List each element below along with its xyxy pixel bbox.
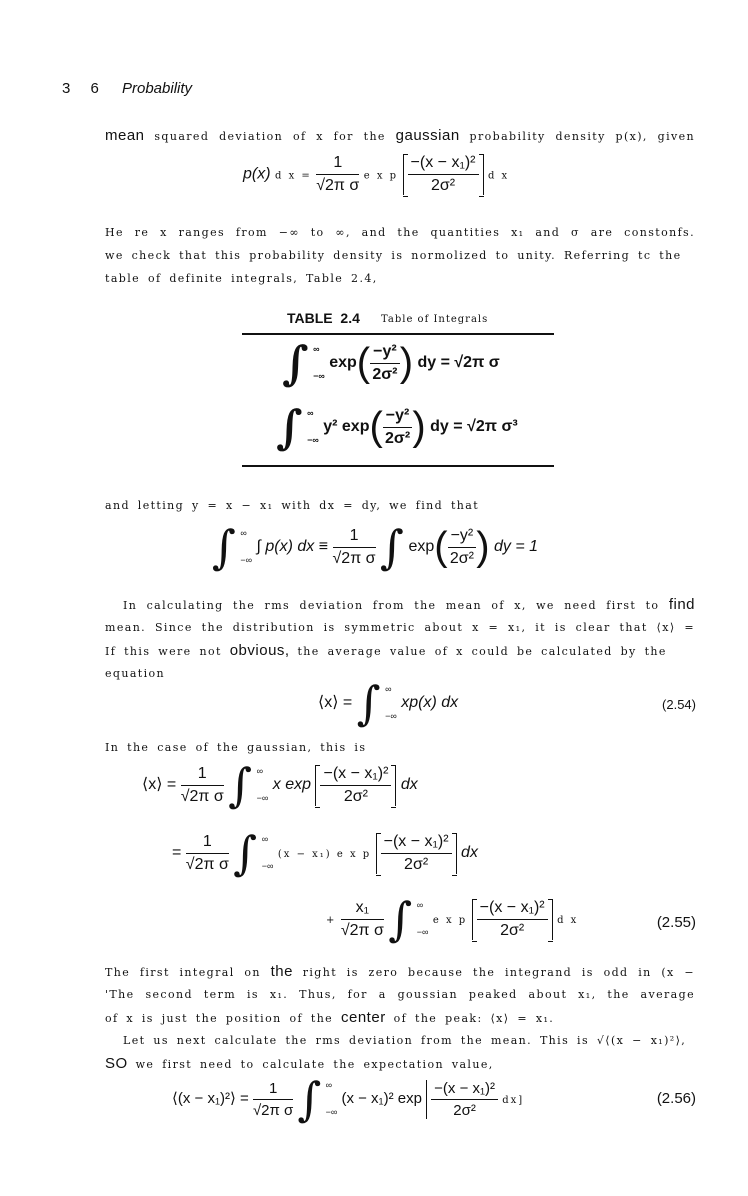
intro-end: probability density p(x), given — [469, 130, 695, 143]
equation-normalization: ∫ ∞ −∞ ∫ p(x) dx ≡ $\frac{1}{\text{√2π σ}}$ ∫ exp( $\frac{\text{−y²}}{\text{2σ²}}$ ) dy = 1 — [212, 520, 539, 574]
mean-line-3a: If this were not — [105, 645, 222, 658]
subst-line: and letting y = x − x₁ with dx = dy, we find that — [105, 499, 480, 512]
table-top-rule — [242, 333, 554, 335]
gauss-case-line: In the case of the gaussian, this is — [105, 741, 367, 754]
eq255-l3-plus: + — [326, 915, 337, 927]
intro-text: squared deviation of x for the — [154, 130, 386, 143]
lead-word: mean — [105, 127, 145, 144]
paragraph-substitution — [105, 494, 695, 517]
table-label: TABLE 2.4 — [287, 310, 360, 326]
norm-den: √2π σ — [332, 549, 376, 567]
eq255-l3-bnum: −(x − x₁)² — [477, 899, 548, 920]
mean-line-2: mean. Since the distribution is symmetric about x = x₁, it is clear that ⟨x⟩ = — [105, 621, 695, 634]
keyword-find: find — [668, 596, 695, 613]
eq255-num: 1 — [181, 765, 224, 786]
paragraph-normalization — [105, 221, 695, 290]
row2-rhs: dy = √2π σ³ — [430, 418, 518, 436]
density-dx: d x = — [275, 170, 312, 182]
density-exp: e x p — [363, 170, 399, 182]
upper-limit: ∞ — [256, 766, 264, 776]
lower-limit: −∞ — [261, 861, 274, 871]
eq255-l2-den: √2π σ — [185, 855, 229, 873]
eq256-den: √2π σ — [252, 1101, 294, 1119]
lower-limit: −∞ — [416, 927, 429, 937]
table-bottom-rule — [242, 465, 554, 467]
integral-sign-icon: ∫ — [233, 826, 258, 880]
integral-sign-icon: ∫ — [380, 520, 404, 574]
mean-line-3b: the average value of x could be calculated by the — [297, 645, 667, 658]
density-bracket-num: −(x − x₁)² — [408, 154, 479, 175]
result-line-3b: of the peak: ⟨x⟩ = x₁. — [393, 1012, 555, 1025]
integral-sign-icon: ∫ — [212, 520, 236, 574]
eq255-l2-bnum: −(x − x₁)² — [381, 833, 452, 854]
result-line-3a: of x is just the position of the — [105, 1012, 334, 1025]
eq255-l1-dx: dx — [400, 776, 418, 794]
equation-number-2-55: (2.55) — [656, 914, 696, 931]
eq255-bden: 2σ² — [343, 787, 369, 805]
table-caption: Table of Integrals — [381, 314, 489, 325]
paragraph-intro — [105, 124, 695, 147]
eq255-l1-integrand: x exp — [272, 776, 312, 794]
paragraph-mean — [105, 593, 695, 685]
lower-limit: −∞ — [313, 371, 325, 381]
row2-den: 2σ² — [385, 429, 411, 447]
row1-num: −y² — [370, 343, 400, 364]
table-row-1: ∫ ∞ −∞ exp( $\frac{\text{−y²}}{\text{2σ²}}$ ) dy = √2π σ — [282, 336, 500, 390]
lower-limit: −∞ — [256, 793, 269, 803]
eq254-integrand: xp(x) dx — [401, 694, 459, 712]
eq255-bnum: −(x − x₁)² — [320, 765, 391, 786]
equation-2-55-line-2 — [172, 826, 478, 880]
table-row-2: ∫ ∞ −∞ y² exp( $\frac{\text{−y²}}{\text{2σ²}}$ ) dy = √2π σ³ — [276, 400, 518, 454]
result-line-2: 'The second term is x₁. Thus, for a goussian peaked about x₁, the average — [105, 988, 695, 1001]
mean-line-4: equation — [105, 667, 166, 680]
norm-rhs: dy = 1 — [494, 538, 539, 556]
norm-pnum: −y² — [448, 527, 477, 548]
eq255-l3-num: x₁ — [341, 899, 384, 920]
integral-sign-icon: ∫ — [276, 400, 303, 454]
eq256-integrand: (x − x₁)² exp — [341, 1089, 422, 1107]
eq255-l3-integrand: e x p — [432, 915, 468, 927]
upper-limit: ∞ — [307, 408, 314, 418]
norm-line-2: we check that this probability density is normolized to unity. Referring tc the — [105, 249, 682, 262]
norm-num: 1 — [333, 527, 376, 548]
equation-2-54 — [318, 676, 459, 730]
density-bracket — [403, 154, 484, 195]
row1-rhs: dy = √2π σ — [417, 354, 500, 372]
equation-2-55-line-1 — [142, 758, 418, 812]
paragraph-result — [105, 960, 695, 1075]
equation-number-2-54: (2.54) — [662, 697, 696, 712]
lower-limit: −∞ — [385, 711, 397, 721]
result-line-1b: right is zero because the integrand is odd in (x − — [302, 966, 695, 979]
equation-density — [243, 154, 509, 195]
density-lhs: p(x) — [243, 165, 271, 183]
eq255-l2-dx: dx — [461, 844, 478, 862]
eq255-lhs: ⟨x⟩ = — [142, 776, 177, 794]
result-line-4: Let us next calculate the rms deviation from the mean. This is √⟨(x − x₁)²⟩, — [123, 1034, 687, 1047]
row1-den: 2σ² — [372, 365, 398, 383]
eq255-l2-integrand: (x − x₁) e x p — [277, 849, 372, 861]
equation-2-56 — [172, 1072, 525, 1126]
upper-limit: ∞ — [313, 344, 320, 354]
eq256-lhs: ⟨(x − x₁)²⟩ = — [172, 1089, 249, 1107]
keyword-gaussian: gaussian — [395, 127, 460, 144]
integral-sign-icon: ∫ — [228, 758, 253, 812]
upper-limit: ∞ — [385, 684, 392, 694]
integral-sign-icon: ∫ — [282, 336, 309, 390]
density-bracket-den: 2σ² — [430, 177, 456, 194]
eq255-l3-den: √2π σ — [340, 921, 384, 939]
eq256-num: 1 — [253, 1080, 293, 1100]
integral-sign-icon: ∫ — [388, 892, 413, 946]
density-dx2: d x — [487, 170, 510, 182]
eq255-l2-eq: = — [172, 844, 182, 862]
row2-integrand: y² exp — [323, 418, 370, 436]
row2-num: −y² — [383, 407, 413, 428]
lower-limit: −∞ — [307, 435, 319, 445]
lower-limit: −∞ — [325, 1107, 338, 1117]
eq256-bden: 2σ² — [453, 1101, 476, 1119]
eq255-den: √2π σ — [180, 787, 224, 805]
integral-sign-icon: ∫ — [297, 1072, 322, 1126]
page-number: 3 6 — [62, 80, 107, 97]
running-title: Probability — [122, 80, 193, 97]
eq255-l2-num: 1 — [186, 833, 229, 854]
upper-limit: ∞ — [416, 900, 424, 910]
norm-line-3: table of definite integrals, Table 2.4, — [105, 272, 378, 285]
paragraph-gaussian-case — [105, 736, 695, 759]
eq256-dx: dx] — [502, 1094, 525, 1106]
norm-lhs: ∫ p(x) dx ≡ — [256, 538, 329, 556]
upper-limit: ∞ — [325, 1080, 333, 1090]
keyword-obvious: obvious, — [229, 642, 290, 659]
upper-limit: ∞ — [240, 528, 247, 538]
eq254-lhs: ⟨x⟩ = — [318, 694, 353, 712]
integral-sign-icon: ∫ — [356, 676, 381, 730]
norm-pden: 2σ² — [449, 549, 474, 567]
density-fraction — [316, 154, 359, 195]
equation-number-2-56: (2.56) — [656, 1090, 696, 1107]
result-line-1a: The first integral on — [105, 966, 261, 979]
density-den: √2π σ — [316, 177, 360, 194]
row1-integrand: exp — [329, 354, 357, 372]
upper-limit: ∞ — [261, 834, 269, 844]
mean-line-1: In calculating the rms deviation from the mean of x, we need first to — [123, 599, 660, 612]
eq255-l3-dx: d x — [557, 915, 579, 927]
density-num: 1 — [316, 154, 359, 175]
eq256-bnum: −(x − x₁)² — [431, 1080, 498, 1100]
lower-limit: −∞ — [240, 555, 253, 565]
eq255-l2-bden: 2σ² — [404, 855, 429, 873]
equation-2-55-line-3 — [326, 892, 579, 946]
norm-line-1: He re x ranges from −∞ to ∞, and the quantities x₁ and σ are constonfs. — [105, 226, 695, 239]
keyword-center: center — [341, 1009, 386, 1026]
result-line-5: we first need to calculate the expectation value, — [135, 1058, 494, 1071]
eq255-l3-bden: 2σ² — [500, 921, 525, 939]
norm-integrand: exp — [408, 538, 435, 556]
keyword-the: the — [270, 963, 293, 980]
keyword-so: SO — [105, 1055, 128, 1072]
